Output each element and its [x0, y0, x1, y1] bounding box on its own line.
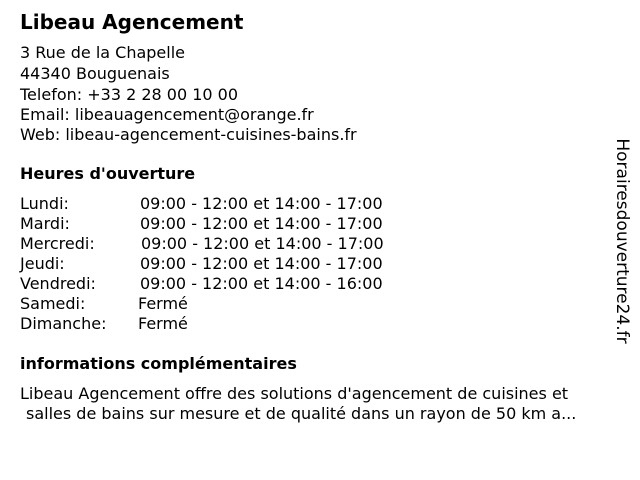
hours-heading: Heures d'ouverture: [20, 164, 196, 183]
watermark-text: Horairesdouverture24.fr: [612, 138, 632, 344]
info-text-line-2: salles de bains sur mesure et de qualité dans un rayon de 50 km a...: [26, 404, 577, 423]
phone-line: Telefon: +33 2 28 00 10 00: [20, 85, 239, 104]
day-hours: 09:00 - 12:00 et 14:00 - 16:00: [140, 274, 383, 293]
day-label: Mardi:: [20, 214, 70, 233]
business-name: Libeau Agencement: [20, 10, 244, 34]
day-hours: 09:00 - 12:00 et 14:00 - 17:00: [140, 254, 383, 273]
day-label: Dimanche:: [20, 314, 107, 333]
day-hours: 09:00 - 12:00 et 14:00 - 17:00: [140, 214, 383, 233]
day-hours: 09:00 - 12:00 et 14:00 - 17:00: [140, 194, 383, 213]
email-line: Email: libeauagencement@orange.fr: [20, 105, 314, 124]
address-street: 3 Rue de la Chapelle: [20, 43, 186, 62]
info-heading: informations complémentaires: [20, 354, 297, 373]
day-label: Jeudi:: [20, 254, 65, 273]
day-hours: Fermé: [138, 294, 188, 313]
web-line: Web: libeau-agencement-cuisines-bains.fr: [20, 125, 357, 144]
day-label: Samedi:: [20, 294, 86, 313]
info-text-line-1: Libeau Agencement offre des solutions d'agencement de cuisines et: [20, 384, 569, 403]
address-city: 44340 Bouguenais: [20, 64, 170, 83]
day-hours: Fermé: [138, 314, 188, 333]
day-label: Lundi:: [20, 194, 69, 213]
day-label: Vendredi:: [20, 274, 96, 293]
day-hours: 09:00 - 12:00 et 14:00 - 17:00: [141, 234, 384, 253]
day-label: Mercredi:: [20, 234, 95, 253]
